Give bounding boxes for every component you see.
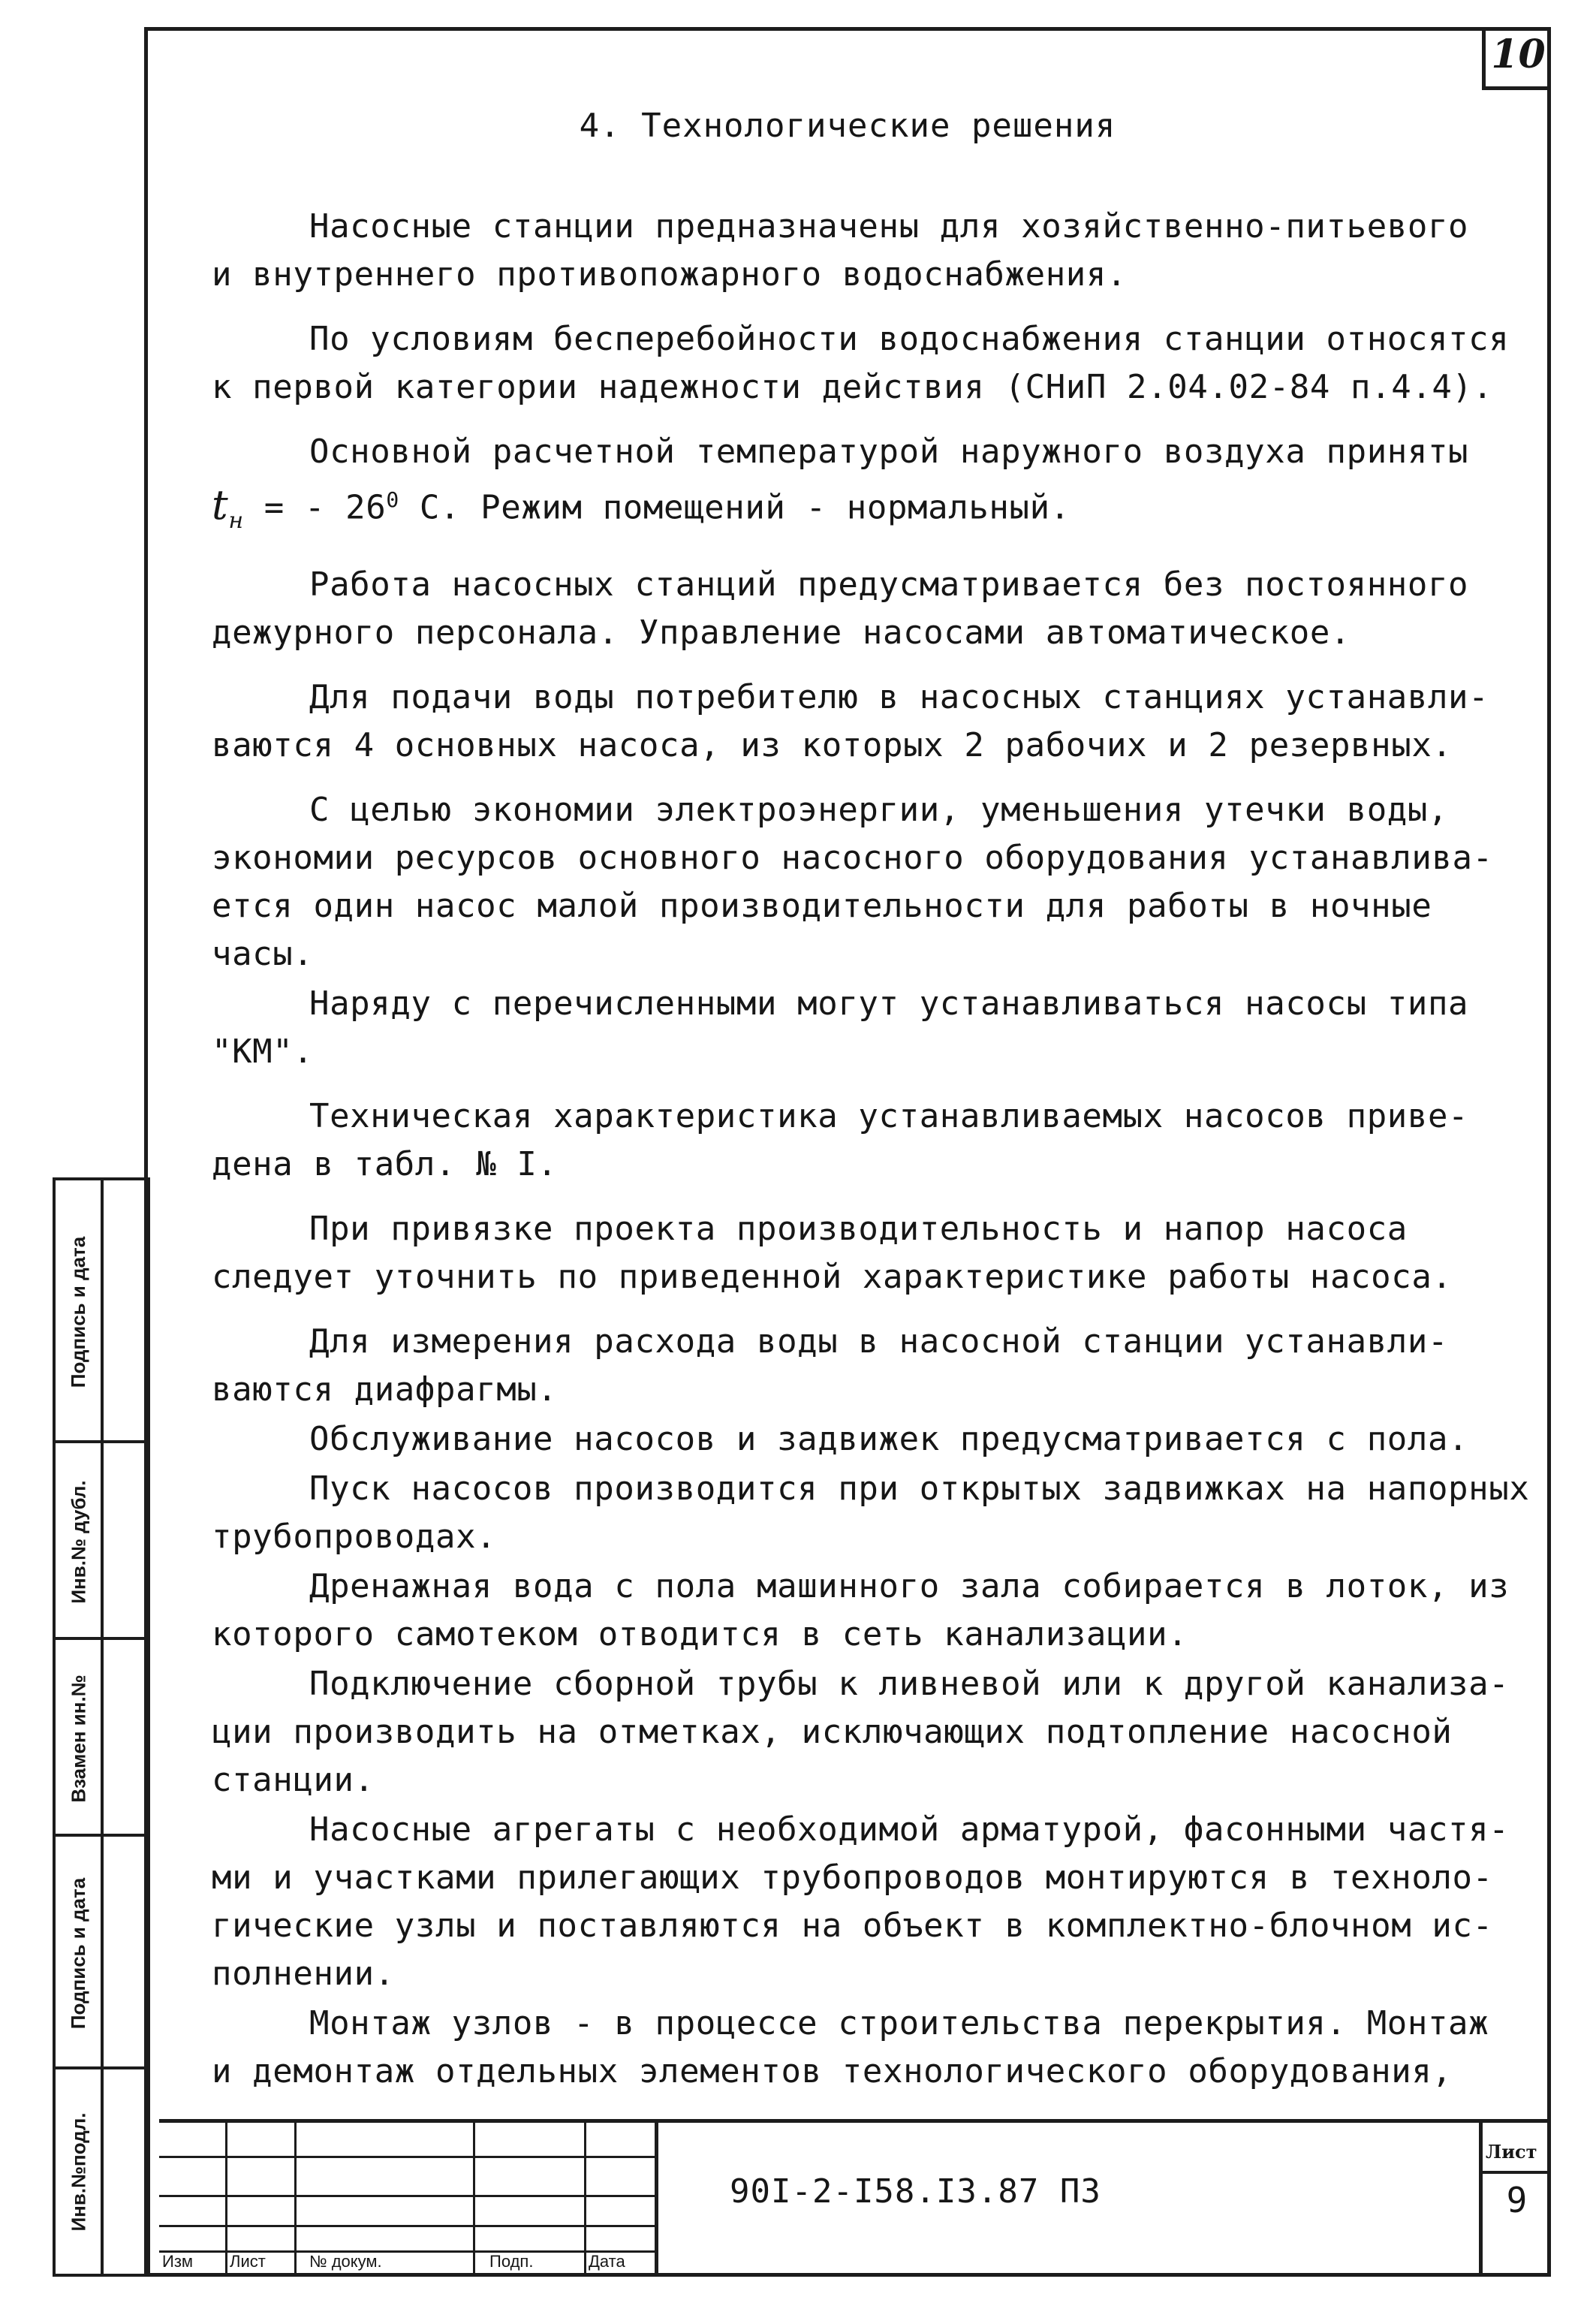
side-cell-dup-inventory: Инв.№ дубл. — [56, 1443, 147, 1640]
paragraph: При привязке проекта производительность и напор насоса следует уточнить по приведенной характеристике работы насоса. — [212, 1210, 1453, 1297]
section-title: 4. Технологические решения — [579, 107, 1116, 145]
body-text — [212, 203, 1533, 2097]
paragraph: Монтаж узлов - в процессе строительства перекрытия. Монтаж и демонтаж отдельных элементов технологического оборудования, — [212, 2004, 1489, 2091]
paragraph: Для измерения расхода воды в насосной станции устанавли- ваются диафрагмы. — [212, 1322, 1449, 1409]
col-signature: Подп. — [489, 2252, 534, 2271]
paragraph: Работа насосных станций предусматривается без постоянного дежурного персонала. Управление насосами автоматическое. — [212, 565, 1469, 653]
col-doc-number: № докум. — [309, 2252, 382, 2271]
paragraph: Дренажная вода с пола машинного зала собирается в лоток, из которого самотеком отводится в сеть канализации. — [212, 1567, 1510, 1654]
paragraph: Насосные агрегаты с необходимой арматурой, фасонными частя- ми и участками прилегающих трубопроводов монтируются в техноло- гические узлы и поставляются на объект в комплектно-блочном ис- полнении. — [212, 1810, 1510, 1994]
paragraph: Техническая характеристика устанавливаемых насосов приве- дена в табл. № I. — [212, 1097, 1469, 1184]
paragraph: Наряду с перечисленными могут устанавливаться насосы типа "КМ". — [212, 984, 1469, 1072]
paragraph: Подключение сборной трубы к ливневой или к другой канализа- ции производить на отметках, исключающих подтопление насосной станции. — [212, 1665, 1510, 1800]
col-change: Изм — [162, 2252, 194, 2271]
paragraph: С целью экономии электроэнергии, уменьшения утечки воды, экономии ресурсов основного насосного оборудования устанавлива- ется один насос малой производительности для работы в ночные часы. — [212, 791, 1493, 974]
side-cell-replacement-inventory: Взамен ин.№ — [56, 1640, 147, 1837]
side-cell-original-inventory: Инв.№подл. — [56, 2069, 147, 2274]
corner-page-number: 10 — [1482, 27, 1551, 90]
col-date: Дата — [589, 2252, 625, 2271]
paragraph: Для подачи воды потребителю в насосных станциях устанавли- ваются 4 основных насоса, из которых 2 рабочих и 2 резервных. — [212, 678, 1489, 765]
temperature-line: $t_н$ = - $26^0$ С. Режим помещений - нормальный. — [212, 481, 1071, 534]
paragraph: Основной расчетной температурой наружного воздуха приняты $t_н$ = - $26^0$ С. Режим помещений - нормальный. — [212, 428, 1533, 544]
sheet-label: Лист — [1486, 2141, 1537, 2163]
title-block — [159, 2119, 1551, 2277]
paragraph: Пуск насосов производится при открытых задвижках на напорных трубопроводах. — [212, 1470, 1530, 1557]
sheet-box — [1479, 2123, 1551, 2277]
side-stamp-strip — [53, 1177, 150, 2277]
paragraph: Обслуживание насосов и задвижек предусматривается с пола. — [309, 1420, 1469, 1459]
paragraph: По условиям бесперебойности водоснабжения станции относятся к первой категории надежности действия (СНиП 2.04.02-84 п.4.4). — [212, 320, 1510, 406]
paragraph: Насосные станции предназначены для хозяйственно-питьевого и внутреннего противопожарного водоснабжения. — [212, 207, 1469, 294]
sheet-number: 9 — [1506, 2180, 1528, 2220]
col-sheet: Лист — [230, 2252, 266, 2271]
side-cell-signature-date: Подпись и дата — [56, 1180, 147, 1443]
side-cell-signature-date-2: Подпись и дата — [56, 1837, 147, 2069]
document-code: 90I-2-I58.I3.87 ПЗ — [730, 2172, 1101, 2211]
temperature-symbol: $t_н$ — [212, 481, 244, 534]
revision-grid — [159, 2123, 655, 2277]
